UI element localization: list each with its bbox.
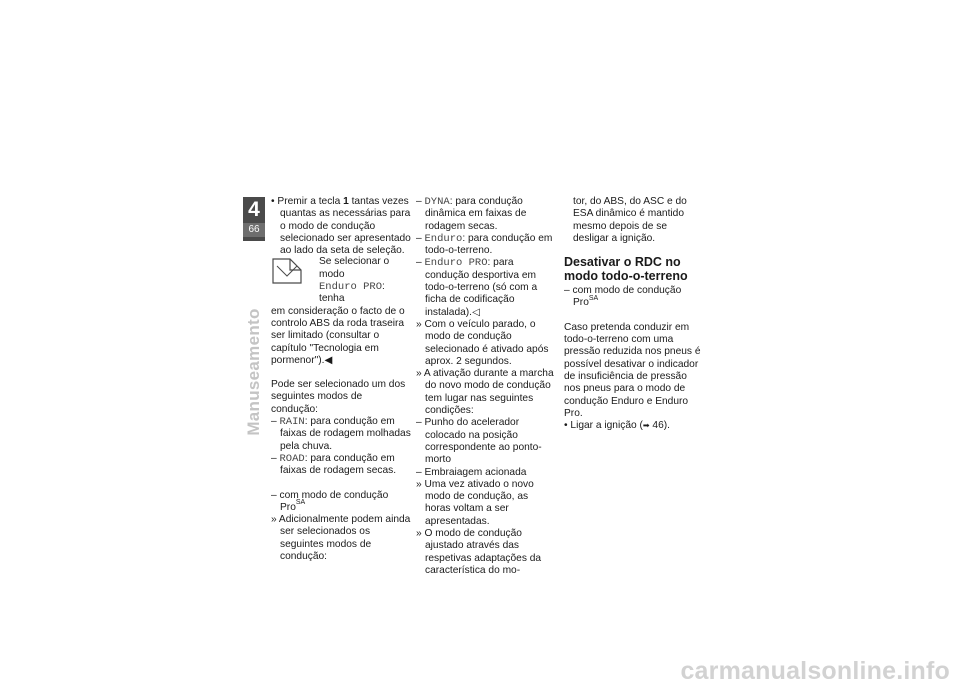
watermark: carmanualsonline.info [680,656,950,685]
mode-road: – ROAD: para condução em faixas de rodagem secas. [271,452,397,477]
column-1 [271,196,411,563]
key-label: 1 [343,196,349,207]
condition-throttle: – Punho do acelerador colocado na posição correspondente ao ponto-morto [416,417,542,466]
mode-enduro-pro: Enduro PRO [319,281,383,294]
condition-clutch: – Embraiagem acionada [416,466,527,478]
note-text: em consideração o facto de o controlo ABS da roda traseira ser limitado (consultar o capítulo "Tecnologia em pormenor").◀ [271,305,405,366]
mode-dyna: – DYNA: para condução dinâmica em faixas de rodagem secas. [416,196,527,232]
modes-intro: Pode ser selecionado um dos seguintes modos de condução: [271,379,406,415]
page-number: 66 [243,223,265,237]
end-marker-icon: ◀ [324,354,333,366]
section-heading: Desativar o RDC no modo todo-o-terreno [564,255,688,284]
column-2 [416,196,556,577]
chapter-title: Manuseamento [243,308,263,436]
mode-rain: – RAIN: para condução em faixas de rodagem molhadas pela chuva. [271,416,411,452]
note-head: Se selecionar o modo Enduro PRO: tenha [271,256,411,305]
mode-enduro: – Enduro: para condução em todo-o-terreno. [416,232,553,257]
result-while-riding: » A ativação durante a marcha do novo modo de condução tem lugar nas seguintes condições: [416,368,554,417]
result-persist: » O modo de condução ajustado através das respetivas adaptações da característica do mo- [416,528,542,576]
persist-continued: tor, do ABS, do ASC e do ESA dinâmico é mantido mesmo depois de se desligar a ignição. [573,196,687,244]
pro-condition: – com modo de condução Pro$^{SA}$ [271,489,389,513]
end-marker-icon: ◁ [472,306,480,318]
page-ref: 46 [649,420,664,432]
bullet-press-key: • Premir a tecla 1 tantas vezes quantas as necessárias para o modo de condução selecionado ser apresentado ao lado da seta de seleção. [271,196,411,257]
bullet-ignition: • Ligar a ignição (➡ 46). [564,420,670,432]
page-ref-arrow-icon: ➡ [642,421,650,431]
column-3 [564,196,704,432]
rdc-paragraph: Caso pretenda conduzir em todo-o-terreno com uma pressão reduzida nos pneus é possível desativar o indicador de insuficiência de pressão nos pneus para o modo de condução Enduro e Enduro Pro. [564,321,701,419]
pro-condition-rdc: – com modo de condução Pro$^{SA}$ [564,285,682,309]
result-standstill: » Com o veículo parado, o modo de condução selecionado é ativado após aprox. 2 segundos. [416,318,549,367]
note-block [271,256,411,367]
mode-enduro-pro-item: – Enduro PRO: para condução desportiva em todo-o-terreno (só com a ficha de codificação instalada).◁ [416,257,538,318]
result-clock: » Uma vez ativado o novo modo de condução, as horas voltam a ser apresentadas. [416,478,534,527]
chapter-badge [243,197,265,241]
additional-modes: » Adicionalmente podem ainda ser selecionados os seguintes modos de condução: [271,514,411,563]
note-icon [272,258,302,284]
chapter-number: 4 [248,198,260,221]
